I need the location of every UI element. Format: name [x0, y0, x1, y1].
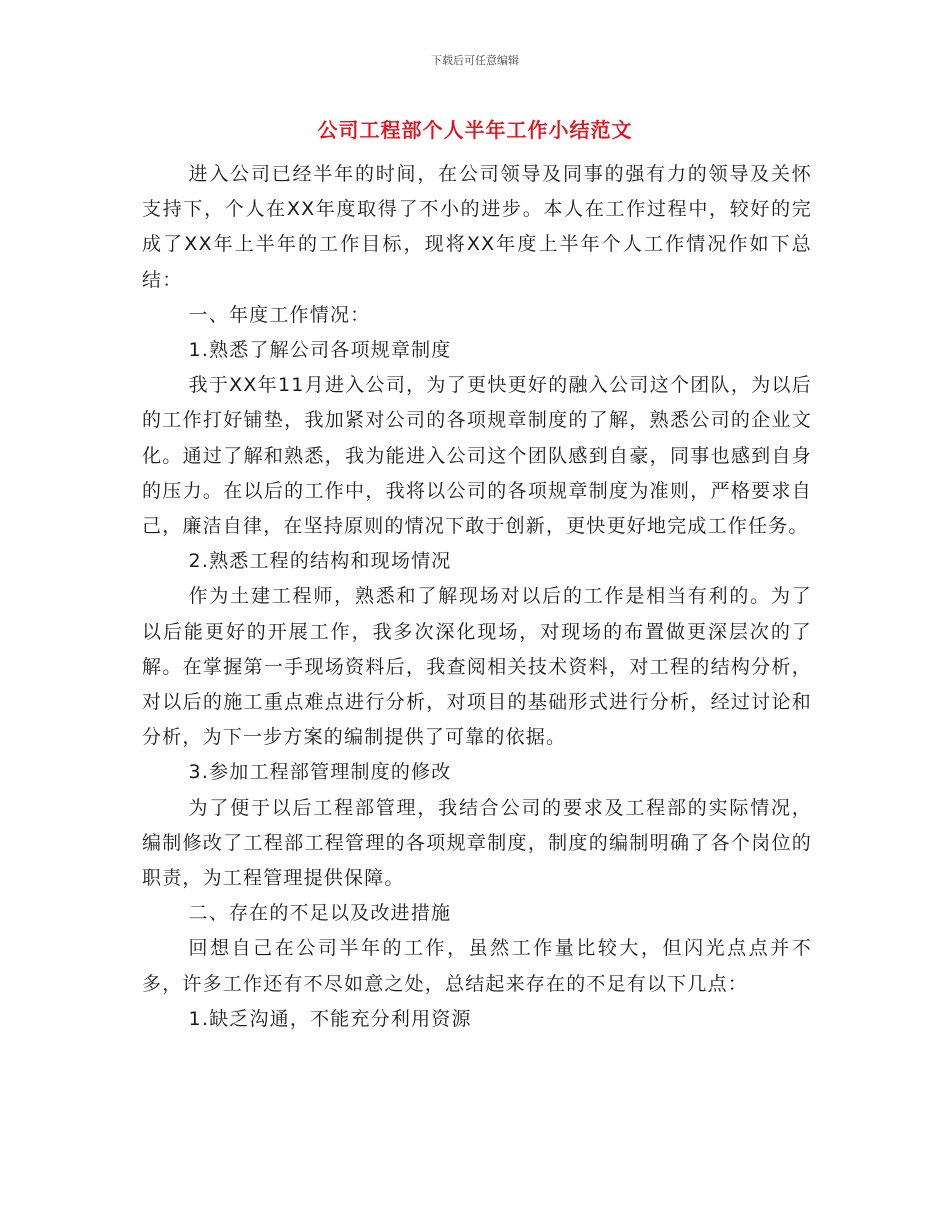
paragraph-project-structure: 作为土建工程师，熟悉和了解现场对以后的工作是相当有利的。为了以后能更好的开展工作，我多次深化现场，对现场的布置做更深层次的了解。在掌握第一手现场资料后，我查阅相关技术资料，对工程的结构分析，对以后的施工重点难点进行分析，对项目的基础形式进行分析，经过讨论和分析，为下一步方案的编制提供了可靠的依据。	[142, 585, 812, 749]
subheading-communication: 1.缺乏沟通，不能充分利用资源	[188, 1007, 472, 1030]
paragraph-management-rules: 为了便于以后工程部管理，我结合公司的要求及工程部的实际情况，编制修改了工程部工程管理的各项规章制度，制度的编制明确了各个岗位的职责，为工程管理提供保障。	[142, 796, 812, 890]
document-title: 公司工程部个人半年工作小结范文	[317, 118, 633, 142]
section-heading-annual-work: 一、年度工作情况：	[188, 303, 371, 326]
subheading-project-structure: 2.熟悉工程的结构和现场情况	[188, 550, 452, 573]
subheading-company-rules: 1.熟悉了解公司各项规章制度	[188, 339, 452, 362]
subheading-management-rules: 3.参加工程部管理制度的修改	[188, 761, 452, 784]
document-body	[142, 157, 812, 1037]
paragraph-shortcomings: 回想自己在公司半年的工作，虽然工作量比较大，但闪光点点并不多，许多工作还有不尽如意之处，总结起来存在的不足有以下几点：	[142, 937, 812, 995]
section-heading-shortcomings: 二、存在的不足以及改进措施	[188, 902, 452, 925]
paragraph-company-rules: 我于XX年11月进入公司，为了更快更好的融入公司这个团队，为以后的工作打好铺垫，我加紧对公司的各项规章制度的了解，熟悉公司的企业文化。通过了解和熟悉，我为能进入公司这个团队感到自豪，同事也感到自身的压力。在以后的工作中，我将以公司的各项规章制度为准则，严格要求自己，廉洁自律，在坚持原则的情况下敢于创新，更快更好地完成工作任务。	[142, 374, 812, 538]
paragraph-intro: 进入公司已经半年的时间，在公司领导及同事的强有力的领导及关怀支持下，个人在XX年度取得了不小的进步。本人在工作过程中，较好的完成了XX年上半年的工作目标，现将XX年度上半年个人工作情况作如下总结：	[142, 163, 812, 291]
page-header-note: 下载后可任意编辑	[431, 54, 519, 67]
